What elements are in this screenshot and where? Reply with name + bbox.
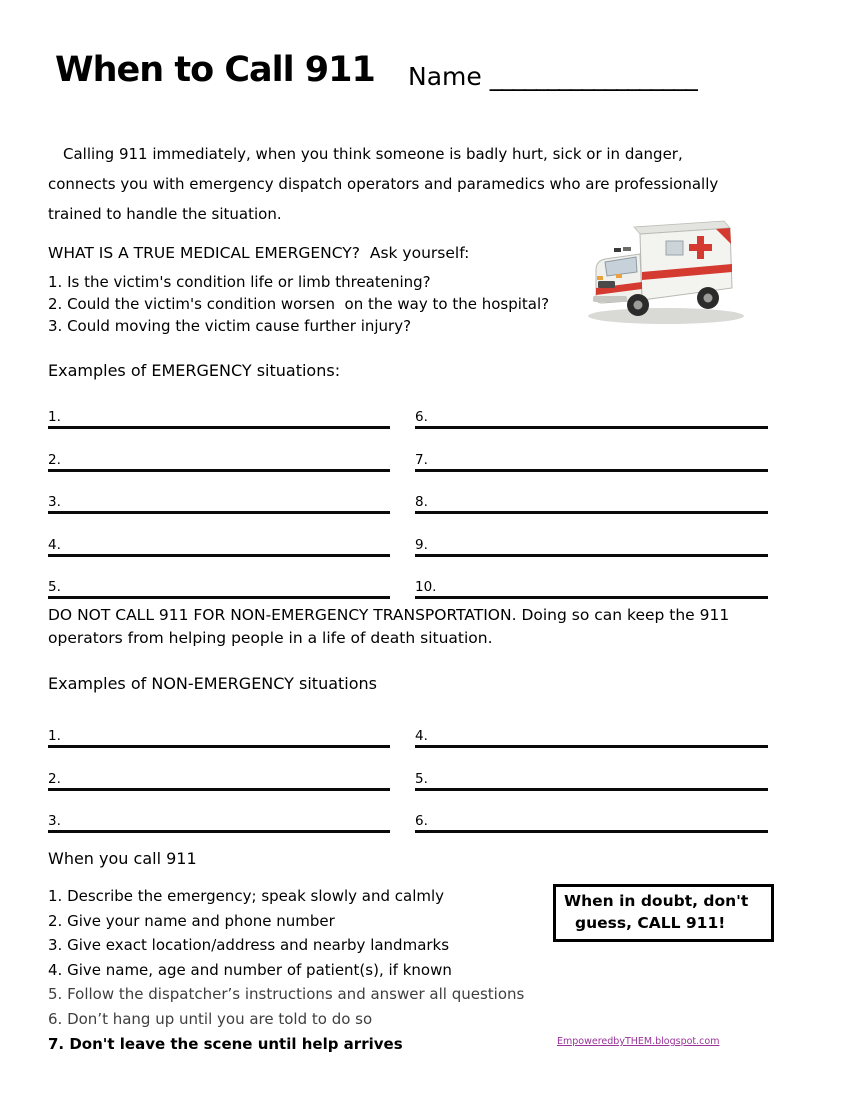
blank-line-4: 4. <box>48 527 390 557</box>
emergency-blank-lines <box>48 399 768 612</box>
step-6: 6. Don’t hang up until you are told to do so <box>48 1009 373 1028</box>
when-you-call-heading: When you call 911 <box>48 849 197 868</box>
page-title: When to Call 911 <box>55 50 375 90</box>
question-2: 2. Could the victim's condition worsen on the way to the hospital? <box>48 295 550 313</box>
medical-emergency-heading: WHAT IS A TRUE MEDICAL EMERGENCY? Ask yourself: <box>48 244 470 262</box>
blank-line-2: 2. <box>48 442 390 472</box>
step-5: 5. Follow the dispatcher’s instructions and answer all questions <box>48 985 525 1004</box>
blank-line-3: 3. <box>48 803 390 833</box>
name-field <box>408 62 697 91</box>
callout-line-2: guess, CALL 911! <box>575 914 726 932</box>
emergency-right-column <box>415 399 768 612</box>
blank-line-6: 6. <box>415 803 768 833</box>
name-blank-line: __________________ <box>489 62 697 91</box>
blank-line-9: 9. <box>415 527 768 557</box>
non-emergency-left-column <box>48 718 390 846</box>
emergency-examples-heading: Examples of EMERGENCY situations: <box>48 361 341 380</box>
blank-line-4: 4. <box>415 718 768 748</box>
question-3: 3. Could moving the victim cause further injury? <box>48 317 412 335</box>
callout-line-1: When in doubt, don't <box>564 892 749 910</box>
step-7: 7. Don't leave the scene until help arrives <box>48 1034 403 1053</box>
blank-line-5: 5. <box>415 761 768 791</box>
step-4: 4. Give name, age and number of patient(s), if known <box>48 960 452 979</box>
intro-paragraph: Calling 911 immediately, when you think someone is badly hurt, sick or in danger, connects you with emergency dispatch operators and paramedics who are professionally trained to handle the situation. <box>48 145 724 223</box>
step-1: 1. Describe the emergency; speak slowly and calmly <box>48 887 445 905</box>
non-emergency-right-column <box>415 718 768 846</box>
blank-line-1: 1. <box>48 718 390 748</box>
emergency-left-column <box>48 399 390 612</box>
source-link[interactable]: EmpoweredbyTHEM.blogspot.com <box>557 1036 720 1047</box>
blank-line-8: 8. <box>415 484 768 514</box>
blank-line-5: 5. <box>48 569 390 599</box>
non-emergency-examples-heading: Examples of NON-EMERGENCY situations <box>48 674 377 693</box>
blank-line-2: 2. <box>48 761 390 791</box>
question-1: 1. Is the victim's condition life or limb threatening? <box>48 273 431 291</box>
blank-line-1: 1. <box>48 399 390 429</box>
ambulance-image <box>578 208 748 330</box>
blank-line-6: 6. <box>415 399 768 429</box>
step-3: 3. Give exact location/address and nearby landmarks <box>48 936 450 955</box>
when-you-call-steps <box>48 884 524 1056</box>
call-911-callout-box <box>553 884 774 942</box>
step-2: 2. Give your name and phone number <box>48 911 335 930</box>
blank-line-7: 7. <box>415 442 768 472</box>
name-label: Name <box>408 62 490 91</box>
non-emergency-blank-lines <box>48 718 768 846</box>
do-not-call-note: DO NOT CALL 911 FOR NON-EMERGENCY TRANSPORTATION. Doing so can keep the 911 operators from helping people in a life of death situation. <box>48 606 735 647</box>
blank-line-3: 3. <box>48 484 390 514</box>
medical-emergency-questions <box>48 271 549 337</box>
blank-line-10: 10. <box>415 569 768 599</box>
